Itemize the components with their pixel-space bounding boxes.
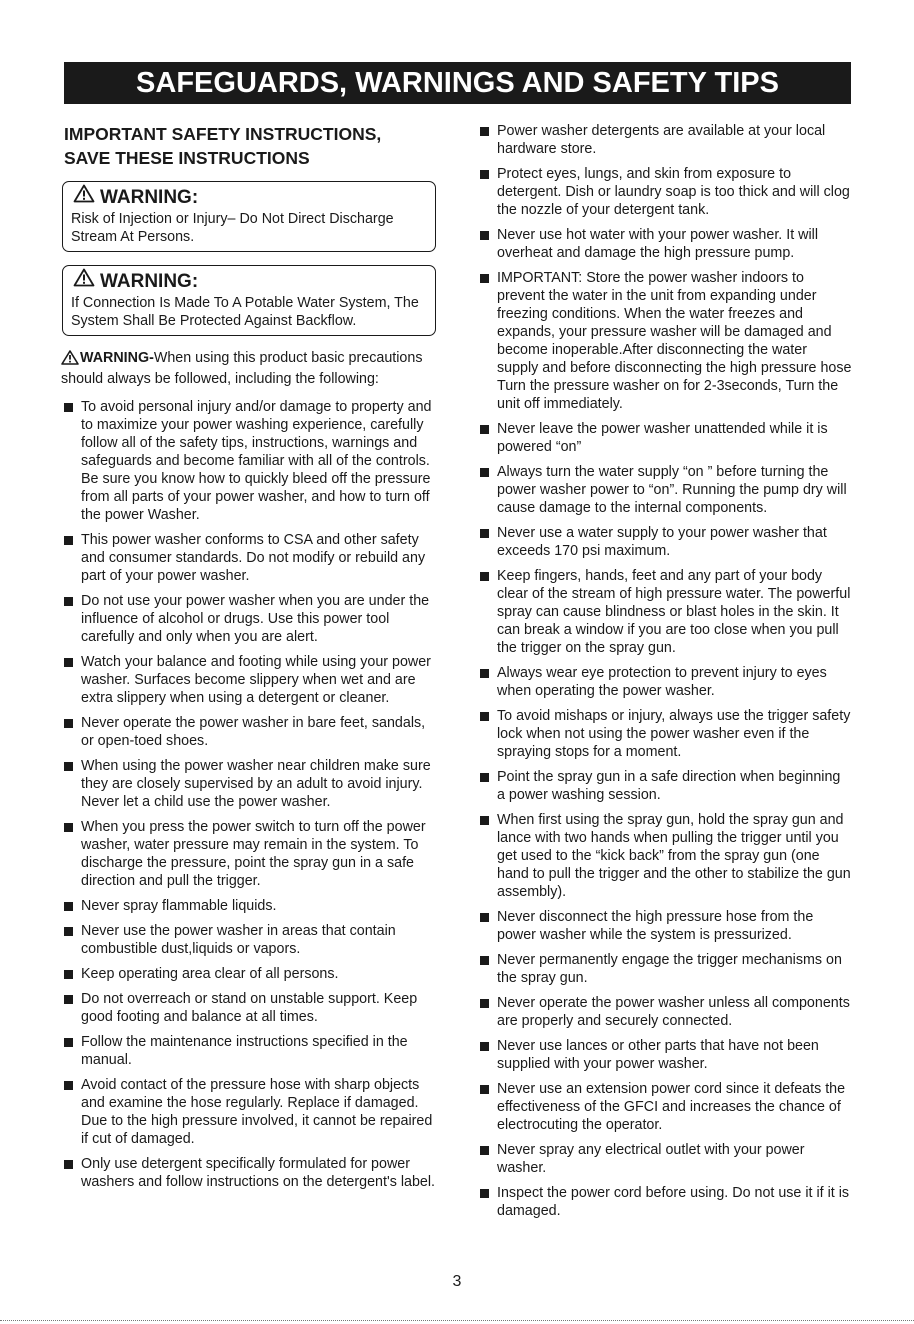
list-item: Follow the maintenance instructions specified in the manual. (64, 1033, 436, 1069)
square-bullet-icon (64, 403, 73, 412)
intro-lead: WARNING- (80, 350, 154, 366)
square-bullet-icon (480, 425, 489, 434)
right-safety-list (480, 122, 852, 1220)
list-item: Always wear eye protection to prevent injury to eyes when operating the power washer. (480, 664, 852, 700)
square-bullet-icon (480, 999, 489, 1008)
list-item: Never spray flammable liquids. (64, 897, 436, 915)
list-item: Never disconnect the high pressure hose from the power washer while the system is pressurized. (480, 908, 852, 944)
list-item: Never use a water supply to your power washer that exceeds 170 psi maximum. (480, 524, 852, 560)
list-item: Never use lances or other parts that have not been supplied with your power washer. (480, 1037, 852, 1073)
list-item: IMPORTANT: Store the power washer indoors to prevent the water in the unit from expanding under freezing conditions. When the water freezes and expands, your pressure washer will be damaged and become inoperable.After disconnecting the water supply and before disconnecting the high pressure hose Turn the pressure washer on for 2-3seconds, Turn the unit off immediately. (480, 269, 852, 413)
list-item: Keep fingers, hands, feet and any part of your body clear of the stream of high pressure water. The powerful spray can cause blindness or blast holes in the skin. It can break a window if you are too close when you pull the trigger on the spray gun. (480, 567, 852, 657)
list-item: Power washer detergents are available at your local hardware store. (480, 122, 852, 158)
list-item: When you press the power switch to turn off the power washer, water pressure may remain in the system. To discharge the pressure, point the spray gun in a safe direction and pull the trigger. (64, 818, 436, 890)
square-bullet-icon (64, 995, 73, 1004)
list-item: Only use detergent specifically formulated for power washers and follow instructions on the detergent's label. (64, 1155, 436, 1191)
list-item: Never operate the power washer in bare feet, sandals, or open-toed shoes. (64, 714, 436, 750)
square-bullet-icon (480, 773, 489, 782)
list-item: Never leave the power washer unattended while it is powered “on” (480, 420, 852, 456)
square-bullet-icon (64, 823, 73, 832)
list-item: This power washer conforms to CSA and other safety and consumer standards. Do not modify or rebuild any part of your power washer. (64, 531, 436, 585)
square-bullet-icon (64, 658, 73, 667)
list-item: Never use hot water with your power washer. It will overheat and damage the high pressure pump. (480, 226, 852, 262)
square-bullet-icon (64, 970, 73, 979)
square-bullet-icon (480, 712, 489, 721)
square-bullet-icon (64, 719, 73, 728)
square-bullet-icon (480, 572, 489, 581)
warning-box-injection (62, 181, 436, 252)
list-item: Point the spray gun in a safe direction when beginning a power washing session. (480, 768, 852, 804)
heading-line-2: SAVE THESE INSTRUCTIONS (64, 148, 310, 168)
heading-line-1: IMPORTANT SAFETY INSTRUCTIONS, (64, 124, 382, 144)
square-bullet-icon (480, 170, 489, 179)
intro-paragraph (61, 349, 436, 388)
square-bullet-icon (480, 1042, 489, 1051)
page-banner: SAFEGUARDS, WARNINGS AND SAFETY TIPS (64, 62, 851, 104)
list-item: Never use the power washer in areas that contain combustible dust,liquids or vapors. (64, 922, 436, 958)
list-item: Always turn the water supply “on ” before turning the power washer power to “on”. Running the pump dry will cause damage to the internal components. (480, 463, 852, 517)
section-heading (64, 122, 436, 170)
list-item: Never permanently engage the trigger mechanisms on the spray gun. (480, 951, 852, 987)
intro-text: When using this product basic precautions should always be followed, including the following: (61, 350, 423, 387)
warning-box-backflow (62, 265, 436, 336)
square-bullet-icon (64, 762, 73, 771)
list-item: Never operate the power washer unless all components are properly and securely connected. (480, 994, 852, 1030)
square-bullet-icon (64, 1081, 73, 1090)
left-safety-list (64, 398, 436, 1191)
square-bullet-icon (64, 597, 73, 606)
list-item: Never spray any electrical outlet with your power washer. (480, 1141, 852, 1177)
list-item: When using the power washer near children make sure they are closely supervised by an adult to avoid injury. Never let a child use the power washer. (64, 757, 436, 811)
square-bullet-icon (480, 529, 489, 538)
left-column (61, 122, 436, 1198)
list-item: When first using the spray gun, hold the spray gun and lance with two hands when pulling the trigger until you get used to the “kick back” from the spray gun (one hand to pull the trigger and the other to stabilize the gun assembly). (480, 811, 852, 901)
square-bullet-icon (480, 1085, 489, 1094)
warning-title: WARNING: (100, 186, 199, 208)
square-bullet-icon (480, 468, 489, 477)
list-item: Protect eyes, lungs, and skin from exposure to detergent. Dish or laundry soap is too thick and will clog the nozzle of your detergent tank. (480, 165, 852, 219)
warning-text: If Connection Is Made To A Potable Water System, The System Shall Be Protected Against Backflow. (71, 295, 419, 329)
square-bullet-icon (480, 1189, 489, 1198)
square-bullet-icon (480, 1146, 489, 1155)
square-bullet-icon (480, 913, 489, 922)
square-bullet-icon (64, 902, 73, 911)
warning-text: Risk of Injection or Injury– Do Not Direct Discharge Stream At Persons. (71, 211, 394, 245)
warning-triangle-icon (73, 268, 95, 294)
list-item: Inspect the power cord before using. Do not use it if it is damaged. (480, 1184, 852, 1220)
square-bullet-icon (64, 536, 73, 545)
list-item: To avoid personal injury and/or damage to property and to maximize your power washing experience, carefully follow all of the safety tips, instructions, warnings and safeguards and become familiar with all of the controls. Be sure you know how to quickly bleed off the pressure from all parts of your power washer, and how to turn off the power Washer. (64, 398, 436, 524)
square-bullet-icon (64, 1160, 73, 1169)
page-number: 3 (452, 1273, 462, 1290)
list-item: To avoid mishaps or injury, always use the trigger safety lock when not using the power washer even if the spraying stops for a moment. (480, 707, 852, 761)
warning-title: WARNING: (100, 270, 199, 292)
list-item: Do not overreach or stand on unstable support. Keep good footing and balance at all times. (64, 990, 436, 1026)
square-bullet-icon (64, 1038, 73, 1047)
square-bullet-icon (480, 956, 489, 965)
warning-triangle-icon (61, 350, 79, 370)
square-bullet-icon (480, 816, 489, 825)
list-item: Watch your balance and footing while using your power washer. Surfaces become slippery when wet and are extra slippery when using a detergent or cleaner. (64, 653, 436, 707)
square-bullet-icon (64, 927, 73, 936)
warning-triangle-icon (73, 184, 95, 210)
square-bullet-icon (480, 231, 489, 240)
square-bullet-icon (480, 669, 489, 678)
square-bullet-icon (480, 127, 489, 136)
right-column (480, 122, 852, 1227)
list-item: Avoid contact of the pressure hose with sharp objects and examine the hose regularly. Replace if damaged. Due to the high pressure involved, it cannot be repaired if cut of damaged. (64, 1076, 436, 1148)
page-edge-divider (0, 1320, 914, 1321)
list-item: Do not use your power washer when you are under the influence of alcohol or drugs. Use this power tool carefully and only when you are alert. (64, 592, 436, 646)
list-item: Keep operating area clear of all persons. (64, 965, 436, 983)
list-item: Never use an extension power cord since it defeats the effectiveness of the GFCI and increases the chance of electrocuting the operator. (480, 1080, 852, 1134)
square-bullet-icon (480, 274, 489, 283)
